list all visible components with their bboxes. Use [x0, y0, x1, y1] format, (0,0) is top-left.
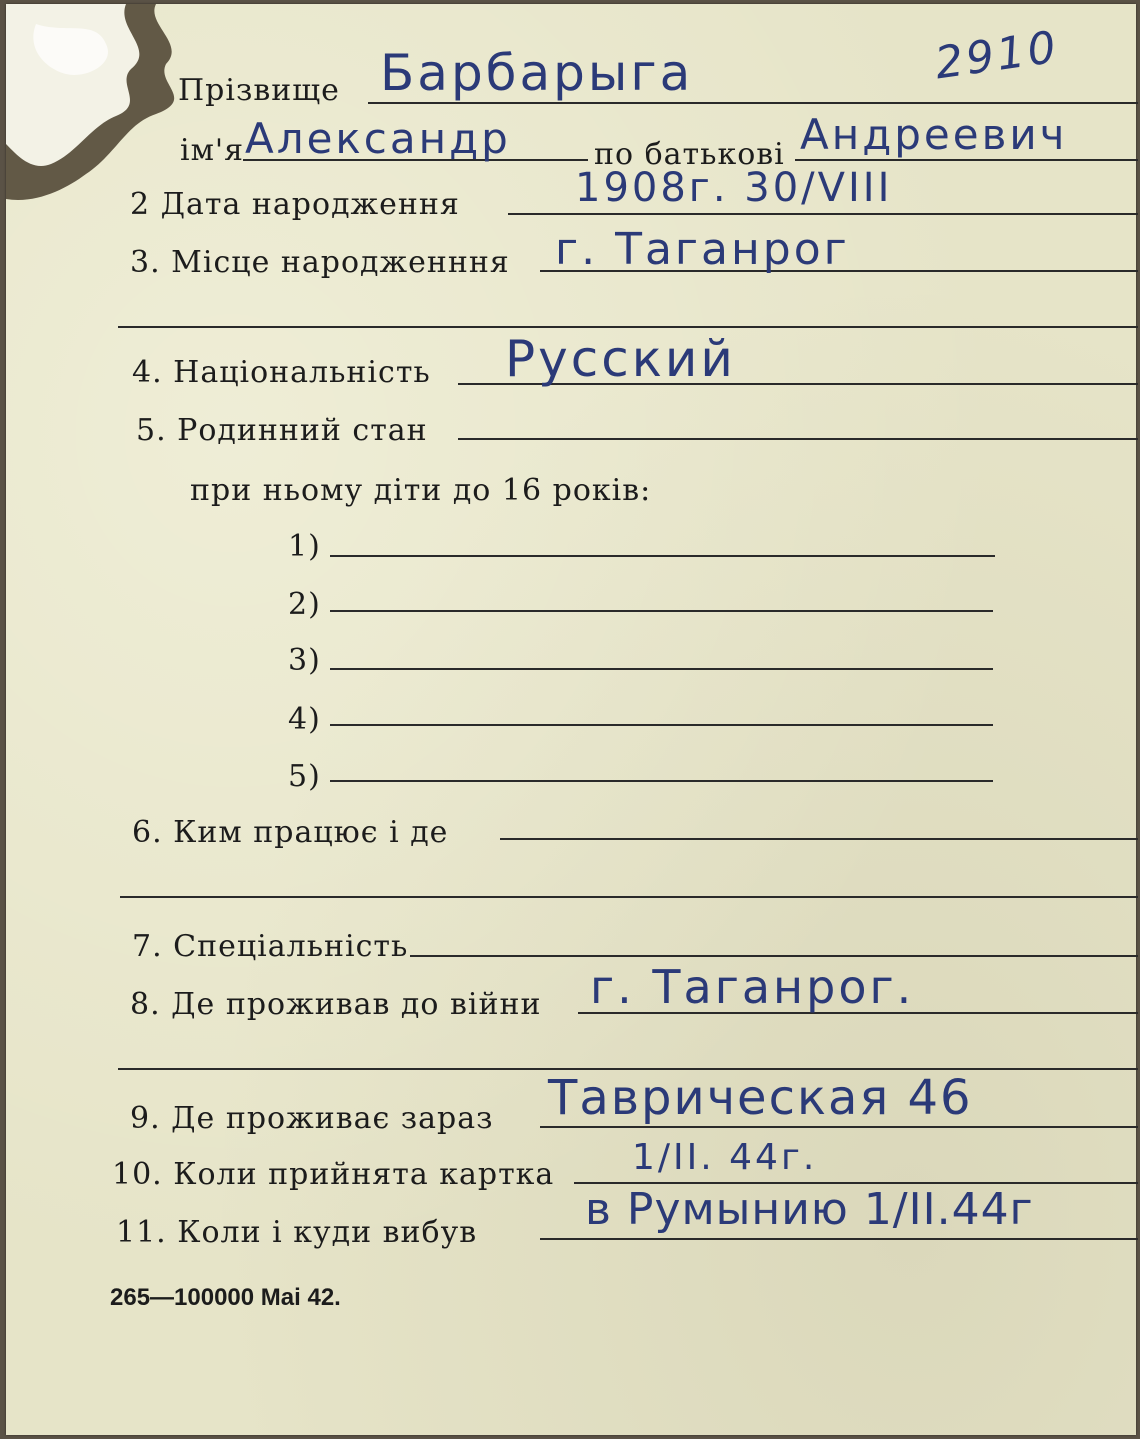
card-accepted-value: 1/II. 44г.	[632, 1137, 818, 1178]
child-2-label: 2)	[288, 587, 321, 622]
water-stain	[6, 4, 206, 204]
surname-value: Барбарыга	[380, 44, 694, 102]
field-6-line	[500, 838, 1138, 840]
field-6-line-2	[120, 896, 1138, 898]
child-1-line	[330, 555, 995, 557]
birth-date-value: 1908г. 30/VIII	[575, 165, 893, 211]
field-5-line	[458, 438, 1138, 440]
child-5-line	[330, 780, 993, 782]
field-11-line	[540, 1238, 1138, 1240]
patronymic-line	[795, 159, 1138, 161]
child-2-line	[330, 610, 993, 612]
surname-label: Прізвище	[178, 73, 340, 108]
child-3-line	[330, 668, 993, 670]
field-3-label: 3. Місце народженння	[130, 245, 510, 280]
field-7-line	[410, 955, 1138, 957]
prewar-residence-value: г. Таганрог.	[590, 960, 915, 1014]
name-value: Александр	[245, 114, 511, 163]
field-6-label: 6. Ким працює і де	[132, 815, 449, 850]
patronymic-label: по батькові	[594, 137, 785, 172]
children-label: при ньому діти до 16 років:	[190, 473, 652, 508]
child-4-line	[330, 724, 993, 726]
print-imprint: 265—100000 Mai 42.	[110, 1284, 341, 1311]
current-residence-value: Таврическая 46	[548, 1070, 973, 1126]
field-10-label: 10. Коли прийнята картка	[112, 1157, 555, 1192]
field-7-label: 7. Спеціальність	[132, 929, 409, 964]
patronymic-value: Андреевич	[800, 110, 1068, 159]
field-3-line-2	[118, 326, 1138, 328]
field-4-label: 4. Національність	[132, 355, 431, 390]
field-9-line	[540, 1126, 1138, 1128]
field-2-label: 2 Дата народження	[130, 187, 460, 222]
field-5-label: 5. Родинний стан	[136, 413, 428, 448]
field-2-line	[508, 213, 1138, 215]
field-8-label: 8. Де проживав до війни	[130, 987, 542, 1022]
child-5-label: 5)	[288, 759, 321, 794]
child-1-label: 1)	[288, 529, 321, 564]
departed-value: в Румынию 1/II.44г	[585, 1184, 1034, 1235]
birth-place-value: г. Таганрог	[555, 224, 850, 275]
record-number: 2910	[931, 21, 1062, 90]
surname-line	[368, 102, 1138, 104]
name-label: ім'я	[180, 133, 245, 168]
field-11-label: 11. Коли і куди вибув	[116, 1215, 478, 1250]
field-9-label: 9. Де проживає зараз	[130, 1101, 494, 1136]
nationality-value: Русский	[505, 330, 736, 388]
child-3-label: 3)	[288, 643, 321, 678]
child-4-label: 4)	[288, 702, 321, 737]
